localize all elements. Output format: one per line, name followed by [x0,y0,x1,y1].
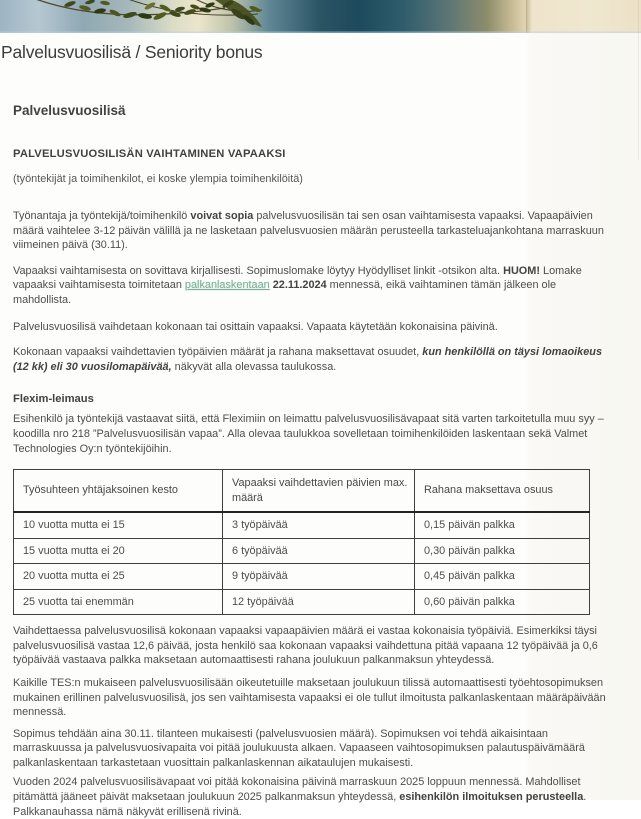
page-title: Palvelusvuosilisä / Seniority bonus [1,42,263,62]
banner-gradient [0,0,641,33]
palkanlaskentaan-link[interactable]: palkanlaskentaan [184,279,270,292]
text-run: Vuoden 2024 palvelusvuosilisävapaat voi pitää kokonaisina päivinä marraskuun 2025 loppuun mennessä. Mahdolliset pitämättä jääneet päivät maksetaan joulukuun 2025 palkanmaksun yhteydessä, [13,776,581,804]
subsection-note: (työntekijät ja toimihenkilot, ei koske ylempia toimihenkilöitä) [13,173,303,185]
subsection-title: PALVELUSVUOSILISÄN VAIHTAMINEN VAPAAKSI [13,148,286,160]
deadline-date: 22.11.2024 [272,279,327,292]
table-header-row [14,470,590,513]
text-run: näkyvät alla olevassa taulukossa. [171,360,337,373]
table-header-cell-duration: Työsuhteen yhtäjaksoinen kesto [14,470,223,513]
table-row [14,538,590,564]
table-cell: 20 vuotta mutta ei 25 [14,564,223,590]
table-cell: 15 vuotta mutta ei 20 [14,538,223,564]
table-header-cell-max-days: Vapaaksi vaihdettavien päivien max. määrä [223,470,415,513]
section-title: Palvelusvuosilisä [13,103,126,118]
seniority-table [13,469,590,615]
text-run: Työnantaja ja työntekijä/toimihenkilö [13,210,191,222]
table-cell: 0,30 päivän palkka [415,538,590,564]
paragraph-table-intro [13,345,611,374]
paragraph-example-calculation: Vaihdettaessa palvelusvuosilisä kokonaan vapaaksi vapaapäivien määrä ei vastaa kokonaisia työpäiviä. Esimerkiksi täysi palvelusvuosilisä vastaa 12,6 päivää, josta henkilö saa kokonaan vapaaksi vaihdettuna pitää vapaana 12 työpäivää ja 0,6 työpäivää vastaava palkka maksetaan automaattisesti rahana joulukuun palkanmaksun yhteydessä. [13,625,598,667]
paragraph-agreement-timing: Sopimus tehdään aina 30.11. tilanteen mukaisesti (palvelusvuosien määrä). Sopimuksen voi tehdä aikaisintaan marraskuussa ja palvelusvuosivapaita voi pitää joulukuusta alkaen. Vapaaseen vaihtosopimuksen palautuspäivämäärä palkanlaskentaan tarkastetaan vuosittain palkanlaskennan aikataulujen mukaisesti. [13,727,585,769]
banner-bottom-edge [0,31,641,33]
banner-seam-line [526,0,527,33]
table-cell: 9 työpäivää [223,564,415,590]
text-run-bold-italic: kun henkilöllä on täysi lomaoikeus (12 kk) eli 30 vuosilomapäivää, [13,346,603,373]
table-cell: 3 työpäivää [223,512,415,538]
document-content [0,41,641,819]
table-cell: 6 työpäivää [223,538,415,564]
table-cell: 10 vuotta mutta ei 15 [14,512,223,538]
paragraph-employer-agreement [13,209,611,253]
table-row [14,589,590,615]
paragraph-full-or-partial: Palvelusvuosilisä vaihdetaan kokonaan tai osittain vapaaksi. Vapaata käytetään kokonaisina päivinä. [13,320,498,333]
text-run: Lomake vapaaksi vaihtamisesta toimitetaan [13,264,582,292]
paragraph-flexim: Esihenkilö ja työntekijä vastaavat siitä, että Fleximiin on leimattu palvelusvuosilisävapaat sitä varten tarkoitetulla muu syy –koodilla nro 218 ”Palvelusvuosilisän vapaa”. Alla olevaa taulukkoa sovelletaan toimihenkilöiden laskentaan sekä Valmet Technologies Oy:n työntekijöihin. [13,413,604,455]
text-run-bold: esihenkilön ilmoituksen perusteella [399,791,584,804]
table-cell: 25 vuotta tai enemmän [14,589,223,615]
text-run: palvelusvuosilisän tai sen osan vaihtamisesta vapaaksi. Vapaapäivien määrä vaihtelee 3-12 päivän välillä ja ne lasketaan palvelusvuosien määrän perusteella tarkasteluajankohtana marraskuun viimeinen päivä (30.11). [13,210,604,252]
text-run: Vapaaksi vaihtamisesta on sovittava kirjallisesti. Sopimuslomake löytyy Hyödylliset linkit -otsikon alta. [13,264,504,277]
text-run: . Palkkanauhassa nämä näkyvät erillisenä rivinä. [13,791,587,818]
table-cell: 0,15 päivän palkka [415,512,590,538]
table-row [14,512,590,538]
text-run: mennessä, eikä vaihtaminen tämän jälkeen ole mahdollista. [13,279,557,306]
paragraph-written-agreement [13,264,611,308]
table-cell: 0,60 päivän palkka [415,589,590,615]
paragraph-2024-days [13,775,611,819]
table-row [14,564,590,590]
header-photo [0,0,641,33]
table-cell: 12 työpäivää [223,589,415,615]
table-cell: 0,45 päivän palkka [415,564,590,590]
text-run-bold: voivat sopia [190,210,254,222]
table-header-cell-cash-share: Rahana maksettava osuus [415,470,590,513]
paragraph-tes-payment: Kaikille TES:n mukaiseen palvelusvuosilisään oikeutetuille maksetaan joulukuun tilissä automaattisesti työehtosopimuksen mukainen erillinen palvelusvuosilisä, jos sen vaihtamisesta vapaaksi ei ole tullut ilmoitusta palkanlaskentaan määräpäivään mennessä. [13,676,606,719]
text-run: Kokonaan vapaaksi vaihdettavien työpäivien määrät ja rahana maksettavat osuudet, [13,346,423,359]
text-run-bold: HUOM! [503,264,540,277]
flexim-heading: Flexim-leimaus [13,393,94,406]
